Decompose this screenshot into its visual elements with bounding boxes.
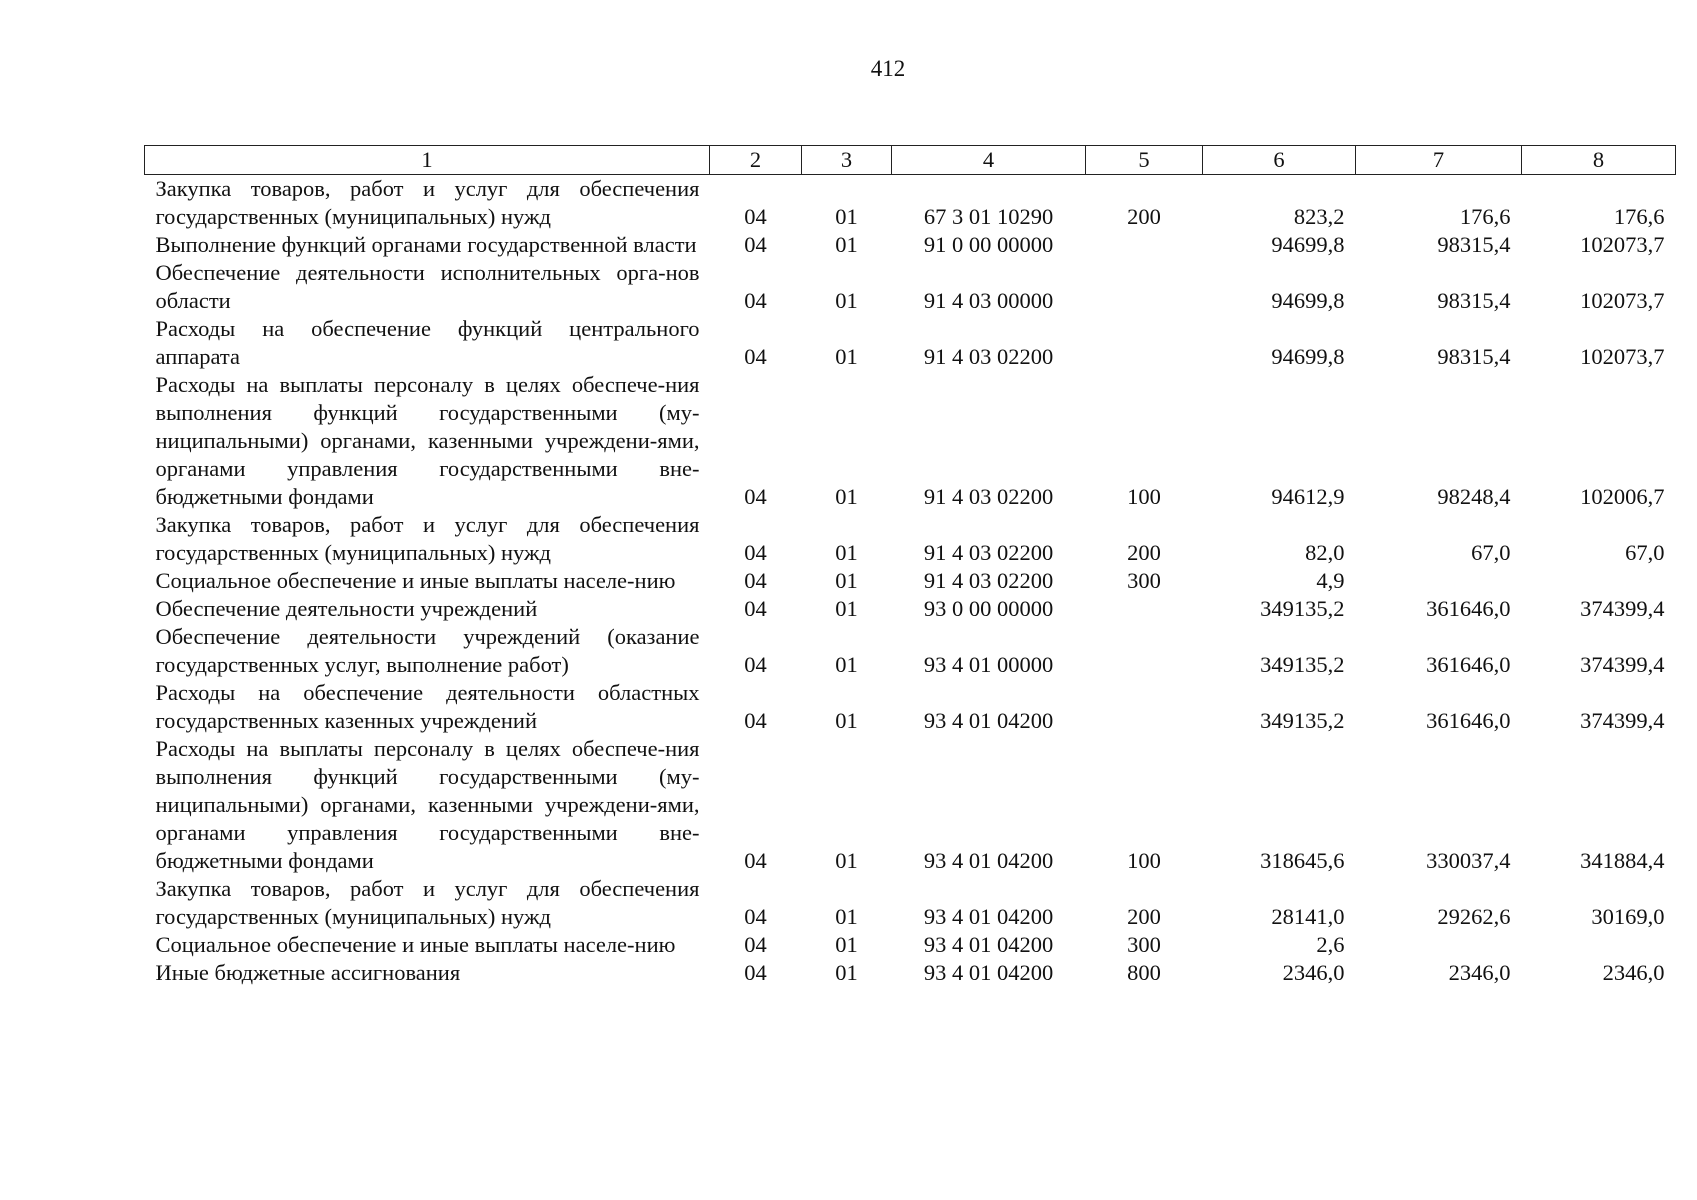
- amount-col-6: 349135,2: [1260, 596, 1345, 621]
- expense-type-code: 100: [1127, 848, 1161, 873]
- section-code: 04: [744, 848, 767, 873]
- section-code: 04: [744, 204, 767, 229]
- amount-col-6: 94699,8: [1271, 232, 1345, 257]
- amount-col-6: 2346,0: [1282, 960, 1345, 985]
- section-code: 04: [744, 568, 767, 593]
- item-name: Социальное обеспечение и иные выплаты населе-нию: [155, 568, 676, 593]
- amount-col-8: 176,6: [1613, 204, 1665, 229]
- target-article-code: 91 4 03 02200: [923, 568, 1054, 593]
- subsection-code: 01: [835, 708, 858, 733]
- expense-type-code: 200: [1127, 204, 1161, 229]
- subsection-code: 01: [835, 960, 858, 985]
- item-name: Расходы на обеспечение функций центрального аппарата: [155, 316, 700, 369]
- amount-col-7: 98315,4: [1437, 232, 1511, 257]
- section-code: 04: [744, 484, 767, 509]
- subsection-code: 01: [835, 204, 858, 229]
- amount-col-7: 361646,0: [1426, 652, 1511, 677]
- item-name: Расходы на выплаты персоналу в целях обеспече-ния выполнения функций государственными (му-ниципальными) органами, казенными учреждени-ями, органами управления государственными вне-бюджетными фондами: [155, 736, 700, 873]
- subsection-code: 01: [835, 344, 858, 369]
- expense-type-code: 200: [1127, 904, 1161, 929]
- amount-col-8: 102073,7: [1580, 344, 1665, 369]
- table-row: [145, 175, 1676, 232]
- amount-col-8: [1522, 567, 1676, 595]
- section-code: 04: [744, 960, 767, 985]
- column-header: 2: [710, 146, 802, 175]
- item-name: Социальное обеспечение и иные выплаты населе-нию: [155, 932, 676, 957]
- amount-col-8: 2346,0: [1602, 960, 1665, 985]
- section-code: 04: [744, 540, 767, 565]
- table-row: [145, 875, 1676, 931]
- subsection-code: 01: [835, 484, 858, 509]
- amount-col-6: 349135,2: [1260, 708, 1345, 733]
- amount-col-7: [1356, 931, 1522, 959]
- budget-table: [144, 145, 1676, 987]
- budget-table-container: [144, 145, 1675, 987]
- amount-col-8: 30169,0: [1591, 904, 1665, 929]
- subsection-code: 01: [835, 652, 858, 677]
- expense-type-code: 800: [1127, 960, 1161, 985]
- amount-col-6: 94699,8: [1271, 344, 1345, 369]
- amount-col-7: [1356, 567, 1522, 595]
- subsection-code: 01: [835, 540, 858, 565]
- item-name: Закупка товаров, работ и услуг для обеспечения государственных (муниципальных) нужд: [155, 876, 700, 929]
- page-number: 412: [870, 56, 906, 81]
- table-row: [145, 931, 1676, 959]
- amount-col-7: 98248,4: [1437, 484, 1511, 509]
- amount-col-6: 94612,9: [1271, 484, 1345, 509]
- expense-type-code: 300: [1127, 568, 1161, 593]
- table-header: [145, 146, 1676, 175]
- item-name: Расходы на обеспечение деятельности областных государственных казенных учреждений: [155, 680, 700, 733]
- header-row: [145, 146, 1676, 175]
- target-article-code: 93 4 01 04200: [923, 708, 1054, 733]
- table-row: [145, 735, 1676, 875]
- amount-col-6: 318645,6: [1260, 848, 1345, 873]
- item-name: Иные бюджетные ассигнования: [155, 960, 461, 985]
- column-header: 4: [892, 146, 1086, 175]
- column-header: 3: [802, 146, 892, 175]
- amount-col-7: 98315,4: [1437, 288, 1511, 313]
- expense-type-code: 300: [1127, 932, 1161, 957]
- amount-col-7: 29262,6: [1437, 904, 1511, 929]
- section-code: 04: [744, 288, 767, 313]
- section-code: 04: [744, 904, 767, 929]
- amount-col-7: 67,0: [1471, 540, 1511, 565]
- amount-col-8: 374399,4: [1580, 708, 1665, 733]
- target-article-code: 91 4 03 02200: [923, 484, 1054, 509]
- expense-type-code: [1086, 679, 1203, 735]
- amount-col-8: 102073,7: [1580, 288, 1665, 313]
- section-code: 04: [744, 652, 767, 677]
- target-article-code: 67 3 01 10290: [923, 204, 1054, 229]
- expense-type-code: [1086, 595, 1203, 623]
- column-header: 1: [145, 146, 710, 175]
- target-article-code: 91 4 03 00000: [923, 288, 1054, 313]
- table-row: [145, 231, 1676, 259]
- target-article-code: 93 4 01 04200: [923, 932, 1054, 957]
- item-name: Закупка товаров, работ и услуг для обеспечения государственных (муниципальных) нужд: [155, 512, 700, 565]
- table-row: [145, 315, 1676, 371]
- amount-col-8: 374399,4: [1580, 596, 1665, 621]
- column-header: 5: [1086, 146, 1203, 175]
- target-article-code: 93 4 01 00000: [923, 652, 1054, 677]
- target-article-code: 91 4 03 02200: [923, 540, 1054, 565]
- column-header: 8: [1522, 146, 1676, 175]
- amount-col-6: 2,6: [1316, 932, 1345, 957]
- amount-col-6: 823,2: [1293, 204, 1345, 229]
- amount-col-6: 4,9: [1316, 568, 1345, 593]
- amount-col-7: 361646,0: [1426, 708, 1511, 733]
- table-row: [145, 371, 1676, 511]
- table-row: [145, 679, 1676, 735]
- amount-col-8: [1522, 931, 1676, 959]
- amount-col-7: 330037,4: [1426, 848, 1511, 873]
- amount-col-6: 349135,2: [1260, 652, 1345, 677]
- column-header: 6: [1203, 146, 1356, 175]
- item-name: Выполнение функций органами государственной власти: [155, 232, 697, 257]
- subsection-code: 01: [835, 904, 858, 929]
- amount-col-8: 374399,4: [1580, 652, 1665, 677]
- item-name: Расходы на выплаты персоналу в целях обеспече-ния выполнения функций государственными (му-ниципальными) органами, казенными учреждени-ями, органами управления государственными вне-бюджетными фондами: [155, 372, 700, 509]
- target-article-code: 93 4 01 04200: [923, 960, 1054, 985]
- target-article-code: 93 4 01 04200: [923, 904, 1054, 929]
- table-row: [145, 511, 1676, 567]
- expense-type-code: [1086, 623, 1203, 679]
- amount-col-7: 98315,4: [1437, 344, 1511, 369]
- table-body: [145, 175, 1676, 988]
- amount-col-8: 67,0: [1625, 540, 1665, 565]
- section-code: 04: [744, 596, 767, 621]
- section-code: 04: [744, 232, 767, 257]
- target-article-code: 91 0 00 00000: [923, 232, 1054, 257]
- target-article-code: 93 4 01 04200: [923, 848, 1054, 873]
- subsection-code: 01: [835, 568, 858, 593]
- item-name: Закупка товаров, работ и услуг для обеспечения государственных (муниципальных) нужд: [155, 176, 700, 229]
- expense-type-code: [1086, 259, 1203, 315]
- table-row: [145, 595, 1676, 623]
- target-article-code: 91 4 03 02200: [923, 344, 1054, 369]
- table-row: [145, 567, 1676, 595]
- item-name: Обеспечение деятельности учреждений: [155, 596, 538, 621]
- table-row: [145, 259, 1676, 315]
- amount-col-7: 2346,0: [1448, 960, 1511, 985]
- target-article-code: 93 0 00 00000: [923, 596, 1054, 621]
- amount-col-6: 82,0: [1305, 540, 1345, 565]
- section-code: 04: [744, 932, 767, 957]
- subsection-code: 01: [835, 932, 858, 957]
- amount-col-7: 361646,0: [1426, 596, 1511, 621]
- table-row: [145, 959, 1676, 987]
- item-name: Обеспечение деятельности учреждений (оказание государственных услуг, выполнение работ): [155, 624, 700, 677]
- expense-type-code: [1086, 231, 1203, 259]
- item-name: Обеспечение деятельности исполнительных орга-нов области: [155, 260, 700, 313]
- column-header: 7: [1356, 146, 1522, 175]
- section-code: 04: [744, 344, 767, 369]
- amount-col-8: 102006,7: [1580, 484, 1665, 509]
- subsection-code: 01: [835, 288, 858, 313]
- expense-type-code: [1086, 315, 1203, 371]
- amount-col-6: 94699,8: [1271, 288, 1345, 313]
- table-row: [145, 623, 1676, 679]
- amount-col-7: 176,6: [1459, 204, 1511, 229]
- amount-col-8: 102073,7: [1580, 232, 1665, 257]
- amount-col-6: 28141,0: [1271, 904, 1345, 929]
- expense-type-code: 200: [1127, 540, 1161, 565]
- amount-col-8: 341884,4: [1580, 848, 1665, 873]
- subsection-code: 01: [835, 596, 858, 621]
- subsection-code: 01: [835, 848, 858, 873]
- expense-type-code: 100: [1127, 484, 1161, 509]
- subsection-code: 01: [835, 232, 858, 257]
- section-code: 04: [744, 708, 767, 733]
